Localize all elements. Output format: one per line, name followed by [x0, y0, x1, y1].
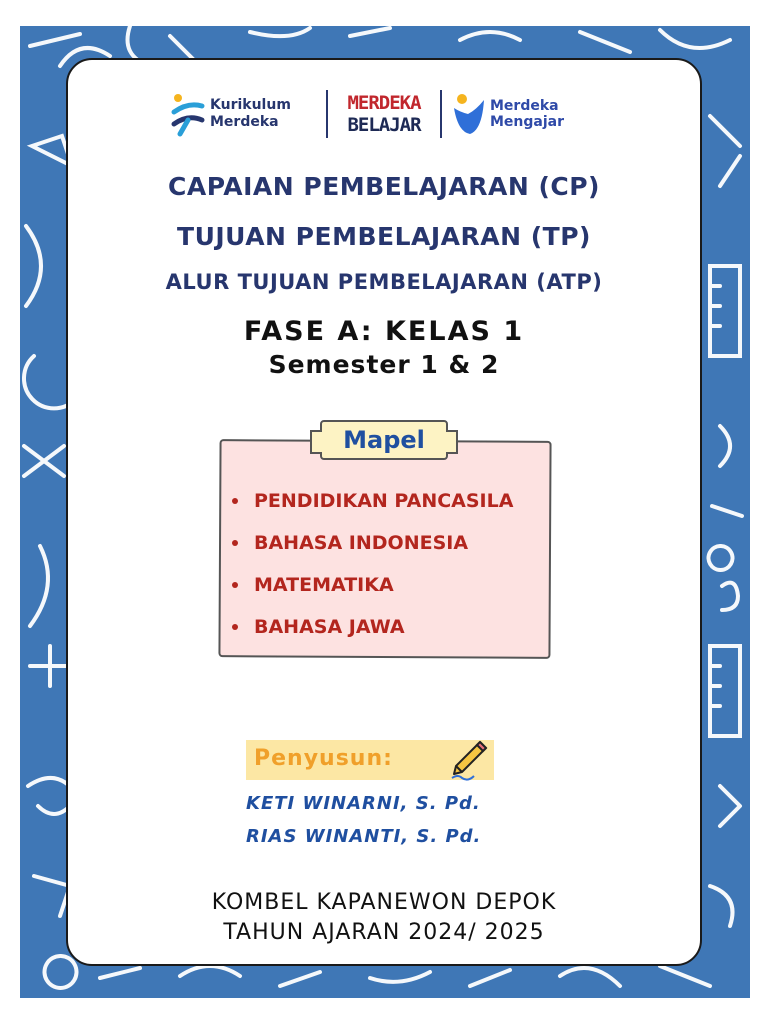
- phase-heading: FASE A: KELAS 1: [243, 316, 525, 347]
- kurikulum-logo-line2: Merdeka: [210, 114, 279, 130]
- title-atp: ALUR TUJUAN PEMBELAJARAN (ATP): [165, 270, 603, 294]
- pencil-icon: [446, 738, 490, 782]
- subject-name: MATEMATIKA: [254, 574, 394, 596]
- penyusun-label: Penyusun:: [254, 746, 393, 771]
- title-tp: TUJUAN PEMBELAJARAN (TP): [177, 222, 591, 251]
- bullet-icon: [232, 582, 238, 588]
- logo-divider: [440, 90, 442, 138]
- merdeka-belajar-logo: [336, 92, 432, 136]
- logo-row: [170, 86, 590, 142]
- bullet-icon: [232, 498, 238, 504]
- merdeka-mengajar-line1: Merdeka: [490, 98, 559, 114]
- merdeka-belajar-line2: BELAJAR: [347, 114, 421, 136]
- merdeka-mengajar-icon: [450, 90, 486, 138]
- subject-item: [232, 480, 513, 522]
- subject-name: BAHASA JAWA: [254, 616, 405, 638]
- semester-heading: Semester 1 & 2: [268, 350, 500, 379]
- merdeka-mengajar-logo: [450, 90, 564, 138]
- logo-divider: [326, 90, 328, 138]
- subject-list: [232, 480, 513, 648]
- footer-academic-year: TAHUN AJARAN 2024/ 2025: [223, 920, 545, 945]
- bullet-icon: [232, 540, 238, 546]
- subject-name: PENDIDIKAN PANCASILA: [254, 490, 514, 512]
- penyusun-banner: [246, 740, 494, 780]
- subject-item: [232, 564, 513, 606]
- mapel-label: Mapel: [320, 420, 448, 460]
- kurikulum-merdeka-icon: [170, 90, 206, 138]
- bullet-icon: [232, 624, 238, 630]
- title-cp: CAPAIAN PEMBELAJARAN (CP): [168, 172, 600, 201]
- merdeka-belajar-line1: MERDEKA: [347, 92, 421, 114]
- kurikulum-merdeka-logo: [170, 90, 318, 138]
- footer-kombel: KOMBEL KAPANEWON DEPOK: [211, 890, 557, 915]
- subject-item: [232, 606, 513, 648]
- merdeka-mengajar-line2: Mengajar: [490, 114, 565, 130]
- author-name: KETI WINARNI, S. Pd.: [246, 793, 481, 814]
- subject-name: BAHASA INDONESIA: [254, 532, 469, 554]
- author-name: RIAS WINANTI, S. Pd.: [246, 826, 482, 847]
- kurikulum-logo-line1: Kurikulum: [210, 97, 291, 113]
- subject-item: [232, 522, 513, 564]
